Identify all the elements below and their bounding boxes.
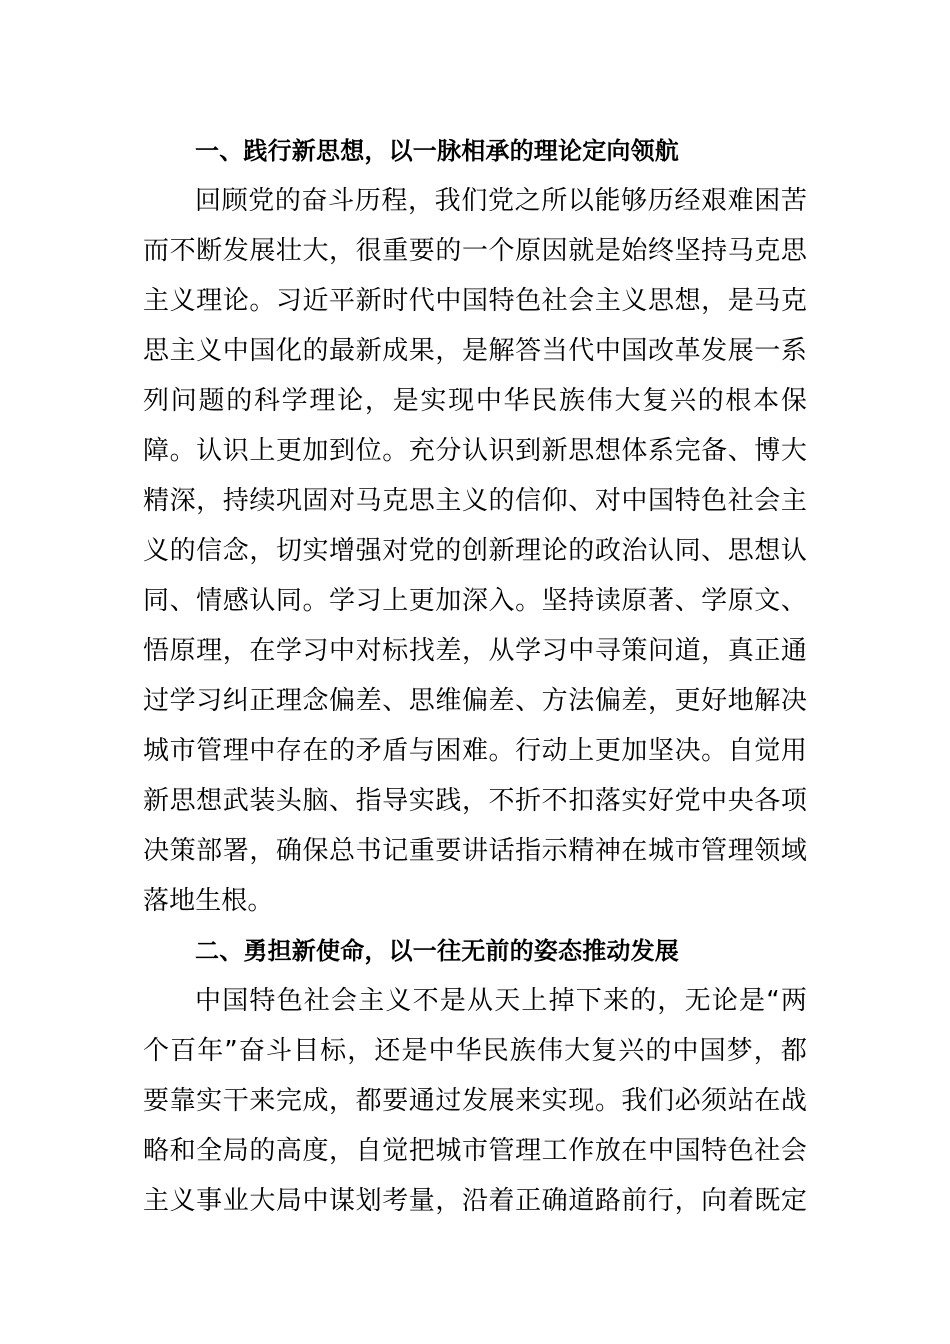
paragraph-line: 要靠实干来完成，都要通过发展来实现。我们必须站在战: [143, 1086, 807, 1116]
section-2-paragraph: [143, 976, 807, 1226]
paragraph-line: 落地生根。: [143, 886, 274, 916]
paragraph-line: 同、情感认同。学习上更加深入。坚持读原著、学原文、: [143, 586, 807, 616]
paragraph-line: 主义理论。习近平新时代中国特色社会主义思想，是马克: [143, 286, 807, 316]
paragraph-line: 过学习纠正理念偏差、思维偏差、方法偏差，更好地解决: [143, 686, 807, 716]
paragraph-line: 主义事业大局中谋划考量，沿着正确道路前行，向着既定: [143, 1186, 807, 1216]
paragraph-line: 新思想武装头脑、指导实践，不折不扣落实好党中央各项: [143, 786, 807, 816]
paragraph-line: 义的信念，切实增强对党的创新理论的政治认同、思想认: [143, 536, 807, 566]
paragraph-line: 中国特色社会主义不是从天上掉下来的，无论是“两: [195, 986, 807, 1016]
paragraph-line: 而不断发展壮大，很重要的一个原因就是始终坚持马克思: [143, 236, 807, 266]
paragraph-line: 思主义中国化的最新成果，是解答当代中国改革发展一系: [143, 336, 807, 366]
paragraph-line: 障。认识上更加到位。充分认识到新思想体系完备、博大: [143, 436, 807, 466]
section-heading-1: 一、践行新思想，以一脉相承的理论定向领航: [195, 137, 679, 165]
section-1-paragraph: [143, 176, 807, 926]
section-heading-2: 二、勇担新使命，以一往无前的姿态推动发展: [195, 937, 679, 965]
paragraph-line: 回顾党的奋斗历程，我们党之所以能够历经艰难困苦: [195, 186, 807, 216]
paragraph-line: 悟原理，在学习中对标找差，从学习中寻策问道，真正通: [143, 636, 807, 666]
paragraph-line: 城市管理中存在的矛盾与困难。行动上更加坚决。自觉用: [143, 736, 807, 766]
document-body: [143, 126, 807, 1226]
paragraph-line: 列问题的科学理论，是实现中华民族伟大复兴的根本保: [143, 386, 807, 416]
paragraph-line: 精深，持续巩固对马克思主义的信仰、对中国特色社会主: [143, 486, 807, 516]
paragraph-line: 个百年”奋斗目标，还是中华民族伟大复兴的中国梦，都: [143, 1036, 807, 1066]
paragraph-line: 决策部署，确保总书记重要讲话指示精神在城市管理领域: [143, 836, 807, 866]
paragraph-line: 略和全局的高度，自觉把城市管理工作放在中国特色社会: [143, 1136, 807, 1166]
